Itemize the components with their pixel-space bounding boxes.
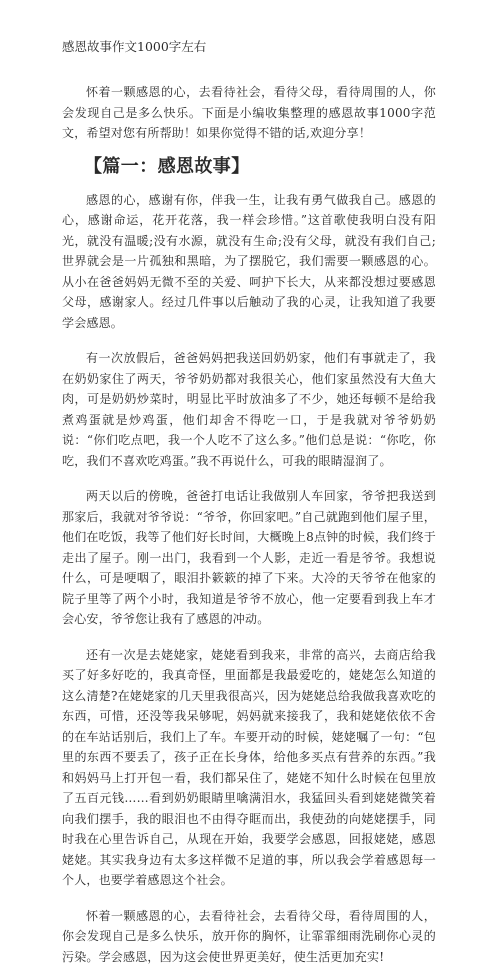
body-paragraph-2: 有一次放假后，爸爸妈妈把我送回奶奶家，他们有事就走了，我在奶奶家住了两天，爷爷奶奶都对我很关心，他们家虽然没有大鱼大肉，可是奶奶炒菜时，明显比平时放油多了不少，她还每顿不是给我煮鸡蛋就是炒鸡蛋，他们却舍不得吃一口，于是我就对爷爷奶奶说：“你们吃点吧，我一个人吃不了这么多。”他们总是说：“你吃，你吃，我们不喜欢吃鸡蛋。”我不再说什么，可我的眼睛湿润了。 — [62, 348, 436, 471]
spacer — [62, 891, 436, 906]
spacer — [62, 630, 436, 645]
body-paragraph-3: 两天以后的傍晚，爸爸打电话让我做别人车回家，爷爷把我送到那家后，我就对爷爷说：“爷爷，你回家吧。”自己就跑到他们屋子里，他们在吃饭，我等了他们好长时间，大概晚上8点钟的时候，我们终于走出了屋子。刚一出门，我看到一个人影，走近一看是爷爷。我想说什么，可是哽咽了，眼泪扑簌簌的掉了下来。大冷的天爷爷在他家的院子里等了两个小时，我知道是爷爷不放心，他一定要看到我上车才会心安，爷爷您让我有了感恩的冲动。 — [62, 486, 436, 630]
body-paragraph-5: 怀着一颗感恩的心，去看待社会，去看待父母，看待周围的人，你会发现自己是多么快乐，放开你的胸怀，让霏霏细雨洗刷你心灵的污染。学会感恩，因为这会使世界更美好，使生活更加充实! — [62, 906, 436, 967]
spacer — [62, 176, 436, 190]
body-paragraph-4: 还有一次是去姥姥家，姥姥看到我来，非常的高兴，去商店给我买了好多好吃的，我真奇怪，里面都是我最爱吃的，姥姥怎么知道的这么清楚?在姥姥家的几天里我很高兴，因为姥姥总给我做我喜欢吃的东西，可惜，还没等我呆够呢，妈妈就来接我了，我和姥姥依依不舍的在车站话别后，我们上了车。车要开动的时候，姥姥嘱了一句：“包里的东西不要丢了，孩子正在长身体，给他多买点有营养的东西。”我和妈妈马上打开包一看，我们都呆住了，姥姥不知什么时候在包里放了五百元钱……看到奶奶眼睛里噙满泪水，我猛回头看到姥姥微笑着向我们摆手，我的眼泪也不由得夺眶而出，我使劲的向姥姥摆手，同时我在心里告诉自己，从现在开始，我要学会感恩，回报姥姥，感恩姥姥。其实我身边有太多这样微不足道的事，所以我会学着感恩每一个人，也要学着感恩这个社会。 — [62, 645, 436, 891]
spacer — [62, 333, 436, 348]
section-heading: 【篇一：感恩故事】 — [62, 158, 436, 176]
intro-paragraph: 怀着一颗感恩的心，去看待社会，看待父母，看待周围的人，你会发现自己是多么快乐。下面是小编收集整理的感恩故事1000字范文，希望对您有所帮助！如果你觉得不错的话,欢迎分享！ — [62, 82, 436, 144]
spacer — [62, 471, 436, 486]
body-paragraph-1: 感恩的心，感谢有你，伴我一生，让我有勇气做我自己。感恩的心，感谢命运，花开花落，我一样会珍惜。”这首歌使我明白没有阳光，就没有温暖;没有水源，就没有生命;没有父母，就没有我们自己;世界就会是一片孤独和黑暗，为了摆脱它，我们需要一颗感恩的心。从小在爸爸妈妈无微不至的关爱、呵护下长大，从来都没想过要感恩父母，感谢家人。经过几件事以后触动了我的心灵，让我知道了我要学会感恩。 — [62, 190, 436, 334]
document-title: 感恩故事作文1000字左右 — [62, 38, 436, 56]
